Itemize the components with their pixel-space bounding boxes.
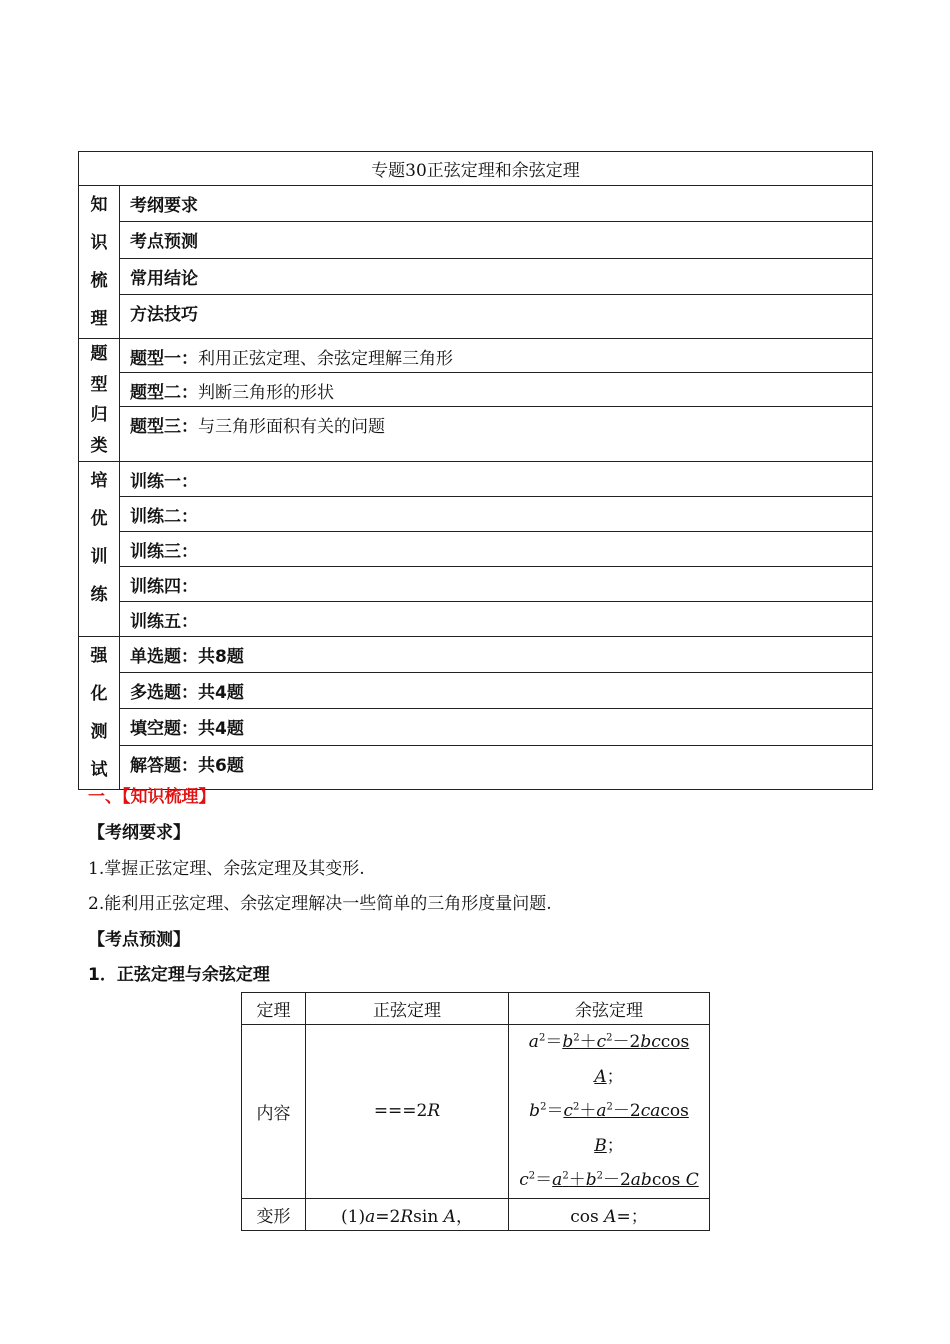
outline-item-label: 多选题：共4题 bbox=[130, 683, 244, 704]
outline-item bbox=[120, 222, 873, 258]
outline-row bbox=[79, 567, 873, 602]
outline-section-label bbox=[79, 637, 120, 790]
cosine-transform-A: A bbox=[604, 1206, 617, 1227]
sine-law-eq: ===2 bbox=[373, 1101, 428, 1122]
outline-item-label: 训练一： bbox=[130, 472, 198, 492]
sine-transform-prefix: (1) bbox=[341, 1206, 366, 1227]
outline-row bbox=[79, 406, 873, 461]
outline-item bbox=[120, 339, 873, 373]
outline-item bbox=[120, 745, 873, 789]
outline-item-label: 训练三： bbox=[130, 542, 198, 562]
section-label-char: 化 bbox=[90, 684, 108, 704]
section-label-char: 识 bbox=[90, 233, 108, 253]
sine-transform-end: ， bbox=[455, 1206, 473, 1227]
sine-law-content bbox=[306, 1025, 509, 1199]
cosine-formula-c: $c^2=a^2+b^2-2abcos$ C bbox=[519, 1170, 699, 1190]
formula-content-row bbox=[242, 1025, 710, 1199]
outline-row bbox=[79, 295, 873, 339]
cosine-formula-b-end: B； bbox=[594, 1135, 624, 1156]
cosine-formula-a: $a^2=b^2+c^2-2bccos$ bbox=[528, 1032, 690, 1052]
cosine-transform-cos: cos bbox=[570, 1206, 605, 1227]
heading-kaodian: 【考点预测】 bbox=[88, 930, 190, 950]
header-theorem: 定理 bbox=[242, 993, 306, 1025]
outline-item-label: 解答题：共6题 bbox=[130, 755, 244, 776]
sine-transform-eq: =2 bbox=[375, 1206, 401, 1227]
outline-item bbox=[120, 406, 873, 461]
sine-transform bbox=[306, 1198, 509, 1230]
outline-row bbox=[79, 532, 873, 567]
outline-item-label: 训练二： bbox=[130, 507, 198, 527]
section-label-char: 训 bbox=[90, 547, 108, 567]
outline-item-label: 常用结论 bbox=[130, 268, 198, 289]
outline-row bbox=[79, 372, 873, 406]
point-1-title: 1．正弦定理与余弦定理 bbox=[88, 965, 270, 985]
section-label-char: 试 bbox=[90, 760, 108, 780]
outline-section-label bbox=[79, 462, 120, 637]
section-label-char: 题 bbox=[90, 344, 108, 364]
outline-item-label: 训练五： bbox=[130, 612, 198, 632]
kaogang-item-2: 2.能利用正弦定理、余弦定理解决一些简单的三角形度量问题. bbox=[88, 894, 552, 914]
outline-row bbox=[79, 186, 873, 222]
outline-row bbox=[79, 637, 873, 673]
outline-item bbox=[120, 295, 873, 339]
outline-row bbox=[79, 602, 873, 637]
sine-transform-R: R bbox=[400, 1206, 414, 1227]
cosine-formula-a-end: A； bbox=[594, 1066, 624, 1087]
formula-transform-row bbox=[242, 1198, 710, 1230]
section-label-char: 型 bbox=[90, 374, 108, 395]
outline-row bbox=[79, 258, 873, 294]
section-label-char: 类 bbox=[90, 435, 108, 456]
outline-item bbox=[120, 637, 873, 673]
outline-title-row bbox=[79, 152, 873, 186]
sine-transform-A: A bbox=[443, 1206, 456, 1227]
outline-table bbox=[78, 151, 873, 790]
outline-sections bbox=[79, 186, 873, 790]
cosine-formula-b: $b^2=c^2+a^2-2cacos$ bbox=[529, 1101, 689, 1121]
outline-item-label: 填空题：共4题 bbox=[130, 719, 244, 740]
outline-item bbox=[120, 497, 873, 532]
outline-item bbox=[120, 709, 873, 745]
cosine-law-content bbox=[509, 1025, 710, 1199]
outline-item bbox=[120, 186, 873, 222]
outline-item bbox=[120, 567, 873, 602]
outline-row bbox=[79, 709, 873, 745]
formula-table bbox=[241, 992, 710, 1231]
row-label-transform: 变形 bbox=[242, 1198, 306, 1230]
outline-item-desc: 判断三角形的形状 bbox=[198, 382, 334, 403]
outline-item-label: 考纲要求 bbox=[130, 196, 198, 216]
row-label-content: 内容 bbox=[242, 1025, 306, 1199]
outline-row bbox=[79, 497, 873, 532]
outline-title: 专题30正弦定理和余弦定理 bbox=[79, 152, 873, 186]
section-label-char: 梳 bbox=[90, 271, 108, 291]
section-label-char: 归 bbox=[90, 405, 108, 425]
outline-row bbox=[79, 339, 873, 373]
outline-item bbox=[120, 673, 873, 709]
outline-item-desc: 利用正弦定理、余弦定理解三角形 bbox=[198, 349, 453, 369]
section-label-char: 强 bbox=[90, 646, 108, 666]
section-label-char: 练 bbox=[90, 585, 108, 605]
heading-kaogang: 【考纲要求】 bbox=[88, 823, 190, 843]
header-sine-law: 正弦定理 bbox=[306, 993, 509, 1025]
sine-transform-sin: sin bbox=[413, 1206, 444, 1227]
outline-item-desc: 与三角形面积有关的问题 bbox=[198, 416, 385, 437]
outline-item bbox=[120, 462, 873, 497]
section-label-char: 知 bbox=[90, 195, 108, 215]
outline-row bbox=[79, 222, 873, 258]
section-label-char: 理 bbox=[90, 309, 108, 329]
outline-item bbox=[120, 602, 873, 637]
section-label-char: 测 bbox=[90, 722, 108, 742]
sine-law-R: R bbox=[427, 1101, 441, 1122]
formula-header-row bbox=[242, 993, 710, 1025]
outline-item bbox=[120, 532, 873, 567]
outline-row bbox=[79, 673, 873, 709]
cosine-transform-end: =； bbox=[616, 1206, 648, 1227]
section-label-char: 培 bbox=[90, 471, 108, 491]
outline-section-label bbox=[79, 186, 120, 339]
outline-item-label: 考点预测 bbox=[130, 232, 198, 253]
section-label-char: 优 bbox=[90, 509, 108, 529]
outline-item-label: 训练四： bbox=[130, 577, 198, 597]
outline-item-label: 题型三： bbox=[130, 416, 198, 437]
outline-row bbox=[79, 462, 873, 497]
outline-item-label: 题型一： bbox=[130, 349, 198, 369]
sine-transform-a: a bbox=[365, 1206, 376, 1227]
outline-item-label: 单选题：共8题 bbox=[130, 647, 244, 667]
outline-item bbox=[120, 258, 873, 294]
section-title-knowledge: 一、【知识梳理】 bbox=[88, 787, 216, 807]
header-cosine-law: 余弦定理 bbox=[509, 993, 710, 1025]
outline-item bbox=[120, 372, 873, 406]
kaogang-item-1: 1.掌握正弦定理、余弦定理及其变形. bbox=[88, 859, 365, 879]
outline-item-label: 方法技巧 bbox=[130, 305, 198, 326]
outline-section-label bbox=[79, 339, 120, 462]
outline-item-label: 题型二： bbox=[130, 382, 198, 403]
cosine-transform bbox=[509, 1198, 710, 1230]
